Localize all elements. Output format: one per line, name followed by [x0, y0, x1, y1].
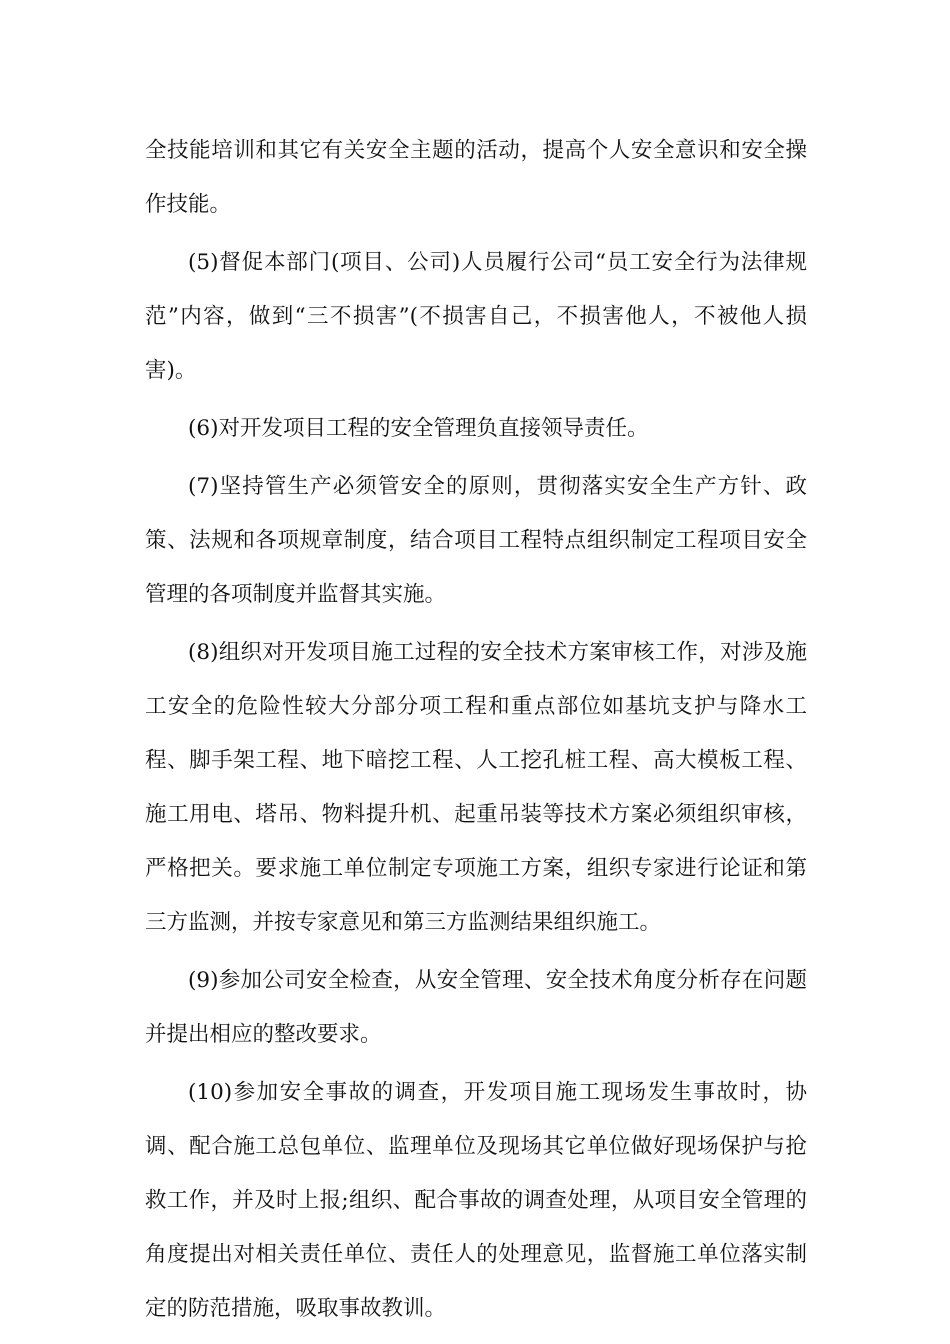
paragraph-item-6: (6)对开发项目工程的安全管理负直接领导责任。	[188, 416, 649, 441]
paragraph-item-8: (8)组织对开发项目施工过程的安全技术方案审核工作，对涉及施工安全的危险性较大分部分项工程和重点部位如基坑支护与降水工程、脚手架工程、地下暗挖工程、人工挖孔桩工程、高大模板工程、施工用电、塔吊、物料提升机、起重吊装等技术方案必须组织审核，严格把关。要求施工单位制定专项施工方案，组织专家进行论证和第三方监测，并按专家意见和第三方监测结果组织施工。	[145, 640, 807, 935]
paragraph-item-9: (9)参加公司安全检查，从安全管理、安全技术角度分析存在问题并提出相应的整改要求。	[145, 968, 807, 1047]
paragraph-item-10: (10)参加安全事故的调查，开发项目施工现场发生事故时，协调、配合施工总包单位、监理单位及现场其它单位做好现场保护与抢救工作，并及时上报;组织、配合事故的调查处理，从项目安全管理的角度提出对相关责任单位、责任人的处理意见，监督施工单位落实制定的防范措施，吸取事故教训。	[145, 1080, 807, 1321]
paragraph-item-5: (5)督促本部门(项目、公司)人员履行公司“员工安全行为法律规范”内容，做到“三不损害”(不损害自己，不损害他人，不被他人损害)。	[145, 250, 807, 383]
paragraph-item-7: (7)坚持管生产必须管安全的原则，贯彻落实安全生产方针、政策、法规和各项规章制度，结合项目工程特点组织制定工程项目安全管理的各项制度并监督其实施。	[145, 474, 807, 607]
paragraph-continuation: 全技能培训和其它有关安全主题的活动，提高个人安全意识和安全操作技能。	[145, 138, 807, 217]
document-body	[145, 124, 807, 1340]
